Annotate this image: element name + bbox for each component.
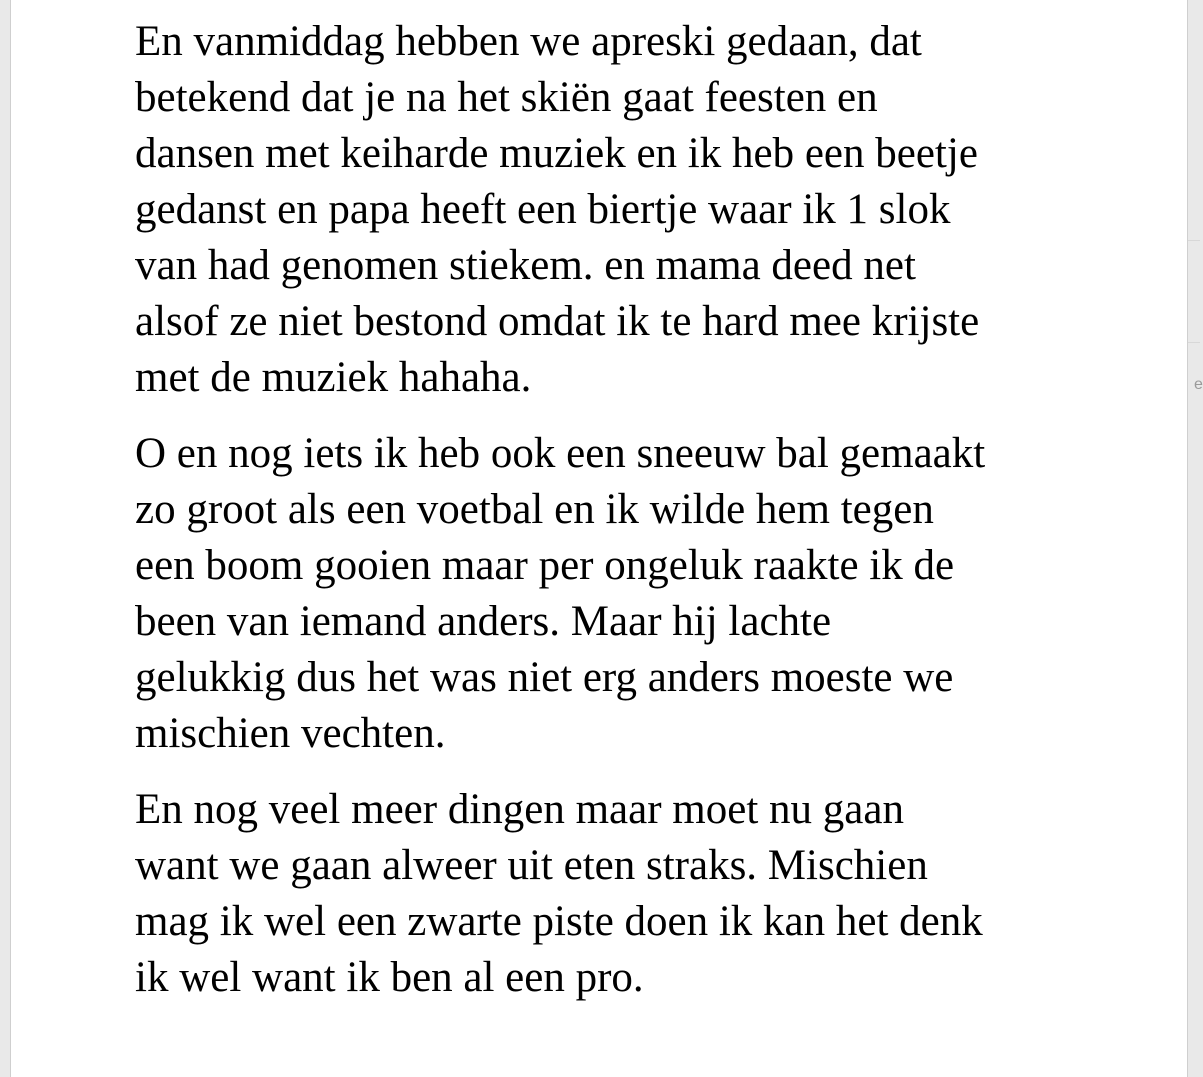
side-divider (1188, 240, 1200, 241)
paragraph-zwarte-piste: En nog veel meer dingen maar moet nu gaan want we gaan alweer uit eten straks. Mischien mag ik wel een zwarte piste doen ik kan het denk ik wel want ik ben al een pro. (135, 786, 983, 1001)
paragraph-apreski: En vanmiddag hebben we apreski gedaan, dat betekend dat je na het skiën gaat feesten en dansen met keiharde muziek en ik heb een beetje gedanst en papa heeft een biertje waar ik 1 slok van had genomen stiekem. en mama deed net alsof ze niet bestond omdat ik te hard mee krijste met de muziek hahaha. (135, 18, 980, 401)
paragraph-sneeuwbal: O en nog iets ik heb ook een sneeuw bal gemaakt zo groot als een voetbal en ik wilde hem tegen een boom gooien maar per ongeluk raakte ik de been van iemand anders. Maar hij lachte gelukkig dus het was niet erg anders moeste we mischien vechten. (135, 430, 986, 757)
document-page (10, 0, 1188, 1077)
clipped-side-glyph: e (1194, 376, 1203, 393)
document-text (135, 14, 1125, 1026)
side-divider (1188, 342, 1200, 343)
